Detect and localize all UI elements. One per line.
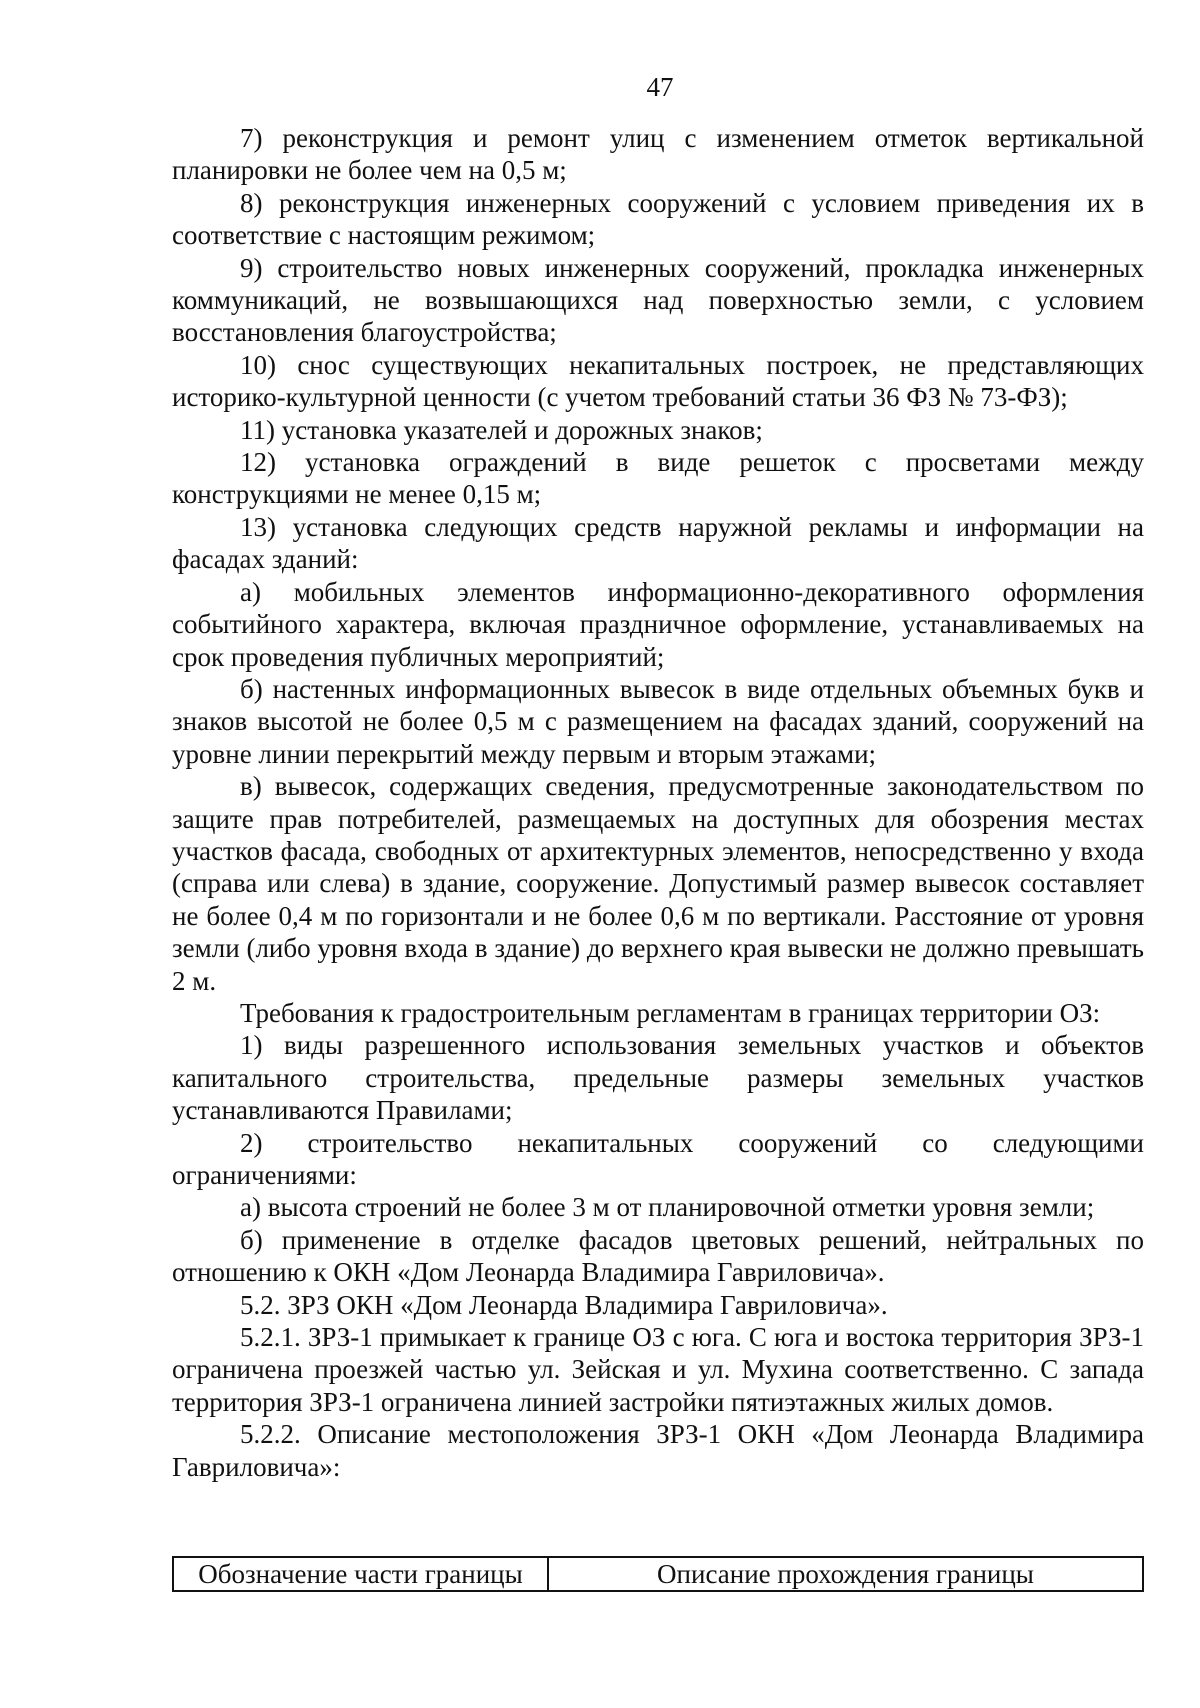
section-5-2-heading: 5.2. ЗРЗ ОКН «Дом Леонарда Владимира Гавриловича».	[240, 1289, 888, 1320]
list-item-10: 10) снос существующих некапитальных построек, не представляющих историко-культурной ценности (с учетом требований статьи 36 ФЗ № 73-ФЗ);	[172, 349, 1144, 413]
table-header-part: Обозначение части границы	[173, 1557, 548, 1591]
sub-item-a: а) мобильных элементов информационно-декоративного оформления событийного характера, включая праздничное оформление, устанавливаемых на срок проведения публичных мероприятий;	[172, 576, 1144, 672]
document-body	[172, 122, 1144, 1483]
oz-requirement-1: 1) виды разрешенного использования земельных участков и объектов капитального строительства, предельные размеры земельных участков устанавливаются Правилами;	[172, 1030, 1144, 1126]
sub-item-v: в) вывесок, содержащих сведения, предусмотренные законодательством по защите прав потребителей, размещаемых на доступных для обозрения местах участков фасада, свободных от архитектурных элементов, непосредственно у входа (справа или слева) в здание, сооружение. Допустимый размер вывесок составляет не более 0,4 м по горизонтали и не более 0,6 м по вертикали. Расстояние от уровня земли (либо уровня входа в здание) до верхнего края вывески не должно превышать 2 м.	[172, 771, 1144, 996]
section-5-2-1: 5.2.1. ЗРЗ-1 примыкает к границе ОЗ с юга. С юга и востока территория ЗРЗ-1 ограничена проезжей частью ул. Зейская и ул. Мухина соответственно. С запада территория ЗРЗ-1 ограничена линией застройки пятиэтажных жилых домов.	[172, 1322, 1144, 1417]
boundary-table	[172, 1556, 1144, 1592]
list-item-13: 13) установка следующих средств наружной рекламы и информации на фасадах зданий:	[172, 511, 1144, 575]
list-item-7: 7) реконструкция и ремонт улиц с изменением отметок вертикальной планировки не более чем на 0,5 м;	[172, 123, 1144, 186]
list-item-9: 9) строительство новых инженерных сооружений, прокладка инженерных коммуникаций, не возвышающихся над поверхностью земли, с условием восстановления благоустройства;	[172, 252, 1144, 348]
page-number: 47	[646, 72, 674, 102]
oz-requirement-2a: а) высота строений не более 3 м от планировочной отметки уровня земли;	[240, 1192, 1095, 1223]
list-item-11: 11) установка указателей и дорожных знаков;	[240, 414, 763, 445]
oz-requirement-2: 2) строительство некапитальных сооружений со следующими ограничениями:	[172, 1127, 1144, 1190]
list-item-12: 12) установка ограждений в виде решеток с просветами между конструкциями не менее 0,15 м;	[172, 447, 1144, 510]
list-item-8: 8) реконструкция инженерных сооружений с условием приведения их в соответствие с настоящим режимом;	[172, 187, 1144, 251]
oz-requirement-2b: б) применение в отделке фасадов цветовых решений, нейтральных по отношению к ОКН «Дом Леонарда Владимира Гавриловича».	[172, 1224, 1144, 1288]
table-header-description: Описание прохождения границы	[548, 1557, 1143, 1591]
oz-requirements-heading: Требования к градостроительным регламентам в границах территории ОЗ:	[240, 997, 1101, 1028]
sub-item-b: б) настенных информационных вывесок в виде отдельных объемных букв и знаков высотой не более 0,5 м с размещением на фасадах зданий, сооружений на уровне линии перекрытий между первым и вторым этажами;	[172, 673, 1144, 769]
table-header-row	[173, 1557, 1143, 1591]
section-5-2-2: 5.2.2. Описание местоположения ЗРЗ-1 ОКН «Дом Леонарда Владимира Гавриловича»:	[172, 1419, 1144, 1482]
